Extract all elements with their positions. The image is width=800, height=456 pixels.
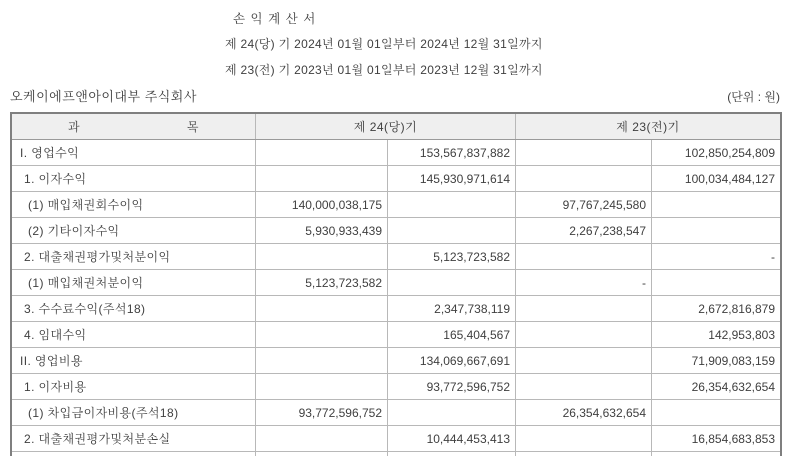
prior-sub-value: 2,267,238,547 bbox=[516, 218, 652, 243]
account-label: (1) 차입금이자비용(주석18) bbox=[12, 400, 256, 425]
current-sub-value: 140,000,038,175 bbox=[256, 192, 388, 217]
current-sub-value: 5,930,933,439 bbox=[256, 218, 388, 243]
table-row bbox=[12, 192, 780, 218]
current-total-value: 165,404,567 bbox=[388, 322, 516, 347]
current-sub-value bbox=[256, 244, 388, 269]
company-name: 오케이에프앤아이대부 주식회사 bbox=[10, 89, 197, 104]
prior-total-value: 16,854,683,853 bbox=[691, 431, 775, 446]
current-total-value: 2,347,738,119 bbox=[388, 296, 516, 321]
account-label: (1) 매입채권처분이익 bbox=[12, 270, 256, 295]
current-sub-value bbox=[256, 296, 388, 321]
current-total-value bbox=[388, 400, 516, 425]
table-row bbox=[12, 218, 780, 244]
prior-total-value: - bbox=[771, 249, 775, 264]
account-header-char-right: 목 bbox=[186, 120, 199, 134]
statement-title: 손 익 계 산 서 bbox=[233, 12, 317, 26]
table-row bbox=[12, 270, 780, 296]
income-statement-table bbox=[10, 112, 782, 456]
current-period-column-header: 제 24(당)기 bbox=[256, 114, 516, 139]
prior-sub-value: 26,354,632,654 bbox=[516, 400, 652, 425]
prior-sub-value bbox=[516, 426, 652, 451]
account-label: (1) 매입채권회수이익 bbox=[12, 192, 256, 217]
prior-total-value: 102,850,254,809 bbox=[684, 145, 775, 160]
prior-sub-value bbox=[516, 296, 652, 321]
currency-unit-label: (단위 : 원) bbox=[727, 90, 780, 104]
current-sub-value bbox=[256, 322, 388, 347]
account-label: 2. 대출채권평가및처분이익 bbox=[12, 244, 256, 269]
account-label: 2. 대출채권평가및처분손실 bbox=[12, 426, 256, 451]
current-sub-value: 5,123,723,582 bbox=[256, 270, 388, 295]
table-row bbox=[12, 322, 780, 348]
current-sub-value bbox=[256, 166, 388, 191]
current-total-value: 93,772,596,752 bbox=[388, 374, 516, 399]
current-total-value: 10,444,453,413 bbox=[388, 426, 516, 451]
account-label: I. 영업수익 bbox=[12, 140, 256, 165]
current-sub-value bbox=[256, 140, 388, 165]
prior-total-value: 2,672,816,879 bbox=[698, 301, 775, 316]
current-total-value bbox=[388, 270, 516, 295]
current-total-value: 145,930,971,614 bbox=[388, 166, 516, 191]
account-label: 1. 이자비용 bbox=[12, 374, 256, 399]
table-row bbox=[12, 426, 780, 452]
prior-sub-value bbox=[516, 374, 652, 399]
prior-sub-value bbox=[516, 166, 652, 191]
prior-total-value: 26,354,632,654 bbox=[691, 379, 775, 394]
prior-sub-value bbox=[516, 244, 652, 269]
prior-sub-value bbox=[516, 322, 652, 347]
current-total-value bbox=[388, 192, 516, 217]
prior-total-value bbox=[652, 192, 780, 217]
account-header-char-left: 과 bbox=[68, 120, 81, 134]
table-row bbox=[12, 244, 780, 270]
table-row bbox=[12, 400, 780, 426]
current-sub-value bbox=[256, 426, 388, 451]
prior-total-value: 142,953,803 bbox=[708, 327, 775, 342]
prior-sub-value: 97,767,245,580 bbox=[516, 192, 652, 217]
prior-total-value bbox=[652, 270, 780, 295]
current-sub-value: 93,772,596,752 bbox=[256, 400, 388, 425]
table-row bbox=[12, 166, 780, 192]
account-label: 1. 이자수익 bbox=[12, 166, 256, 191]
table-body bbox=[12, 140, 780, 452]
current-total-value bbox=[388, 218, 516, 243]
table-row bbox=[12, 374, 780, 400]
account-label: II. 영업비용 bbox=[12, 348, 256, 373]
prior-sub-value bbox=[516, 140, 652, 165]
prior-total-value: 71,909,083,159 bbox=[691, 353, 775, 368]
prior-total-value: 100,034,484,127 bbox=[684, 171, 775, 186]
prior-sub-value: - bbox=[516, 270, 652, 295]
table-row bbox=[12, 296, 780, 322]
current-sub-value bbox=[256, 374, 388, 399]
prior-period-line: 제 23(전) 기 2023년 01월 01일부터 2023년 12월 31일까지 bbox=[225, 63, 543, 77]
current-total-value: 153,567,837,882 bbox=[388, 140, 516, 165]
current-total-value: 5,123,723,582 bbox=[388, 244, 516, 269]
current-period-line: 제 24(당) 기 2024년 01월 01일부터 2024년 12월 31일까지 bbox=[225, 37, 543, 51]
prior-period-column-header: 제 23(전)기 bbox=[616, 120, 680, 134]
company-unit-row bbox=[10, 86, 780, 105]
account-column-header bbox=[12, 114, 256, 139]
prior-total-value bbox=[652, 218, 780, 243]
current-total-value: 134,069,667,691 bbox=[388, 348, 516, 373]
account-label: (2) 기타이자수익 bbox=[12, 218, 256, 243]
current-sub-value bbox=[256, 348, 388, 373]
table-row bbox=[12, 348, 780, 374]
table-header-row bbox=[12, 114, 780, 140]
account-label: 3. 수수료수익(주석18) bbox=[12, 296, 256, 321]
table-row bbox=[12, 140, 780, 166]
prior-total-value bbox=[652, 400, 780, 425]
account-label: 4. 임대수익 bbox=[12, 322, 256, 347]
prior-sub-value bbox=[516, 348, 652, 373]
table-clipped-row bbox=[12, 452, 780, 456]
